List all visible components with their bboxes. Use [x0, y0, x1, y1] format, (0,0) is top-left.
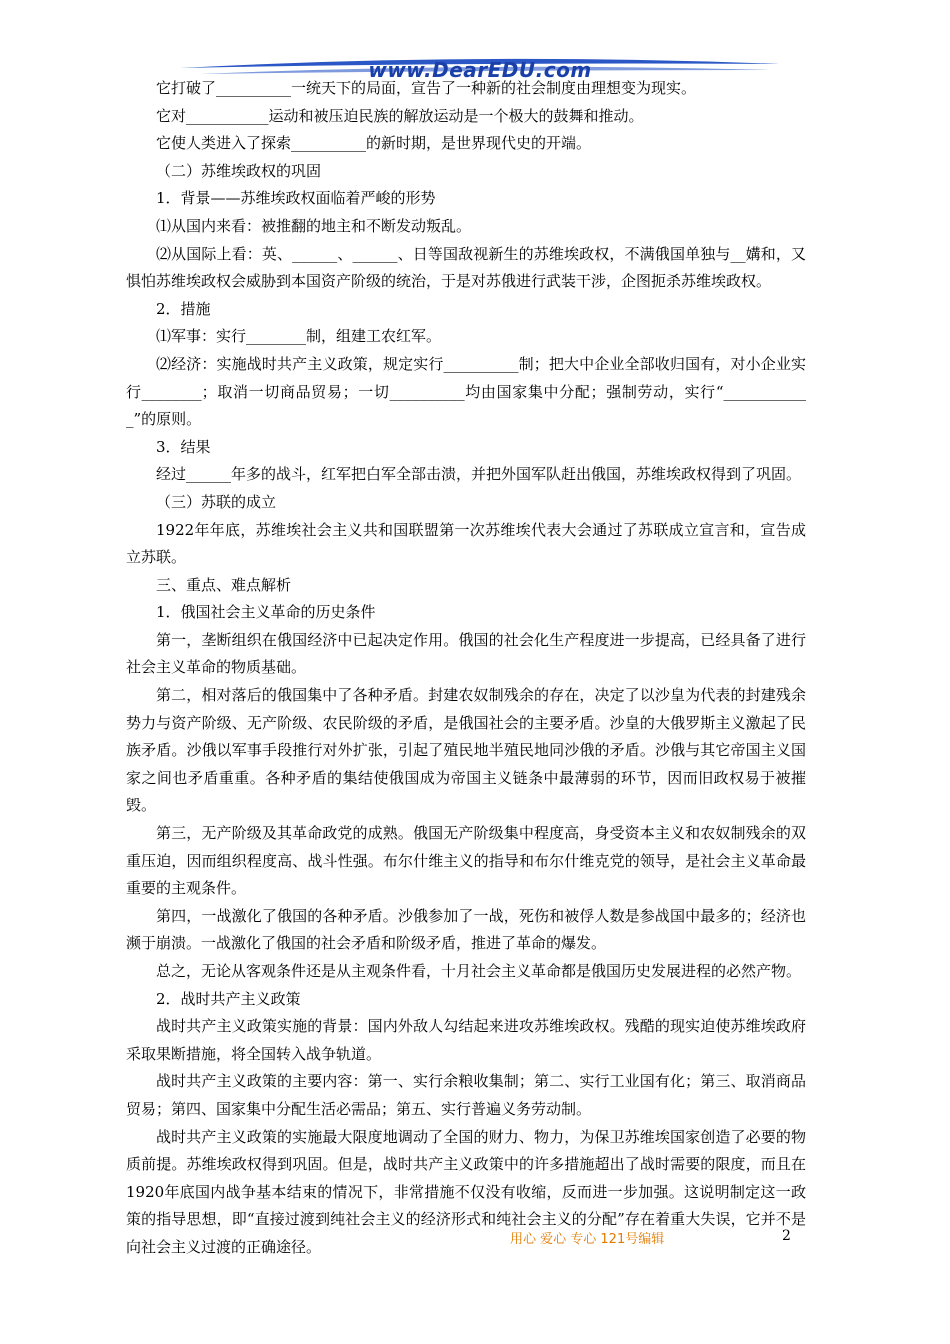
page-footer: [0, 1228, 950, 1252]
subsection-heading: 2．措施: [156, 299, 211, 318]
section-heading: （二）苏维埃政权的巩固: [156, 161, 322, 180]
paragraph: 1922年年底，苏维埃社会主义共和国联盟第一次苏维埃代表大会通过了苏联成立宣言和，宣告成立苏联。: [126, 520, 806, 567]
paragraph: 它使人类进入了探索__________的新时期，是世界现代史的开端。: [156, 134, 592, 153]
document-body: [126, 75, 806, 1262]
subsection-heading: 1．背景——苏维埃政权面临着严峻的形势: [156, 189, 436, 208]
paragraph: 总之，无论从客观条件还是从主观条件看，十月社会主义革命都是俄国历史发展进程的必然产物。: [156, 962, 802, 980]
page-number: 2: [782, 1228, 791, 1244]
paragraph: 第四，一战激化了俄国的各种矛盾。沙俄参加了一战，死伤和被俘人数是参战国中最多的；经济也濒于崩溃。一战激化了俄国的社会矛盾和阶级矛盾，推进了革命的爆发。: [126, 906, 806, 953]
paragraph: 第二，相对落后的俄国集中了各种矛盾。封建农奴制残余的存在，决定了以沙皇为代表的封建残余势力与资产阶级、无产阶级、农民阶级的矛盾，是俄国社会的主要矛盾。沙皇的大俄罗斯主义激起了民族矛盾。沙俄以军事手段推行对外扩张，引起了殖民地半殖民地同沙俄的矛盾。沙俄与其它帝国主义国家之间也矛盾重重。各种矛盾的集结使俄国成为帝国主义链条中最薄弱的环节，因而旧政权易于被摧毁。: [126, 686, 806, 815]
paragraph: 它打破了__________一统天下的局面，宣告了一种新的社会制度由理想变为现实。: [156, 79, 697, 97]
site-url[interactable]: www.DearEDU.com: [368, 58, 592, 82]
paragraph: 第三，无产阶级及其革命政党的成熟。俄国无产阶级集中程度高，身受资本主义和农奴制残余的双重压迫，因而组织程度高、战斗性强。布尔什维主义的指导和布尔什维克党的领导，是社会主义革命最重要的主观条件。: [126, 824, 806, 898]
paragraph: 经过______年多的战斗，红军把白军全部击溃，并把外国军队赶出俄国，苏维埃政权得到了巩固。: [156, 465, 802, 484]
paragraph: 战时共产主义政策的实施最大限度地调动了全国的财力、物力，为保卫苏维埃国家创造了必要的物质前提。苏维埃政权得到巩固。但是，战时共产主义政策中的许多措施超出了战时需要的限度，而且在1920年底国内战争基本结束的情况下，非常措施不仅没有收缩，反而进一步加强。这说明制定这一政策的指导思想，即“直接过渡到纯社会主义的经济形式和纯社会主义的分配”存在着重大失误，它并不是向社会主义过渡的正确途径。: [126, 1127, 806, 1256]
paragraph: ⑴军事：实行________制，组建工农红军。: [156, 327, 442, 346]
paragraph: ⑴从国内来看：被推翻的地主和不断发动叛乱。: [156, 216, 472, 235]
subsection-heading: 3．结果: [156, 437, 211, 456]
paragraph: ⑵从国际上看：英、______、______、日等国敌视新生的苏维埃政权，不满俄国单独与__媾和，又惧怕苏维埃政权会威胁到本国资产阶级的统治，于是对苏俄进行武装干涉，企图扼杀苏维埃政权。: [126, 244, 806, 291]
paragraph: 战时共产主义政策的主要内容：第一、实行余粮收集制；第二、实行工业国有化；第三、取消商品贸易；第四、国家集中分配生活必需品；第五、实行普遍义务劳动制。: [126, 1072, 806, 1118]
footer-motto: 用心 爱心 专心 121号编辑: [510, 1232, 665, 1247]
subsection-heading: 2．战时共产主义政策: [156, 989, 301, 1008]
paragraph: ⑵经济：实施战时共产主义政策，规定实行__________制；把大中企业全部收归国有，对小企业实行________；取消一切商品贸易；一切__________均由国家集中分配；强制劳动，实行“____________”的原则。: [126, 354, 806, 429]
section-heading: （三）苏联的成立: [156, 492, 277, 511]
section-heading: 三、重点、难点解析: [156, 575, 292, 594]
paragraph: 它对___________运动和被压迫民族的解放运动是一个极大的鼓舞和推动。: [156, 106, 644, 125]
paragraph: 第一，垄断组织在俄国经济中已起决定作用。俄国的社会化生产程度进一步提高，已经具备了进行社会主义革命的物质基础。: [126, 630, 806, 677]
subsection-heading: 1．俄国社会主义革命的历史条件: [156, 603, 376, 622]
paragraph: 战时共产主义政策实施的背景：国内外敌人勾结起来进攻苏维埃政权。残酷的现实迫使苏维埃政府采取果断措施，将全国转入战争轨道。: [126, 1017, 806, 1063]
